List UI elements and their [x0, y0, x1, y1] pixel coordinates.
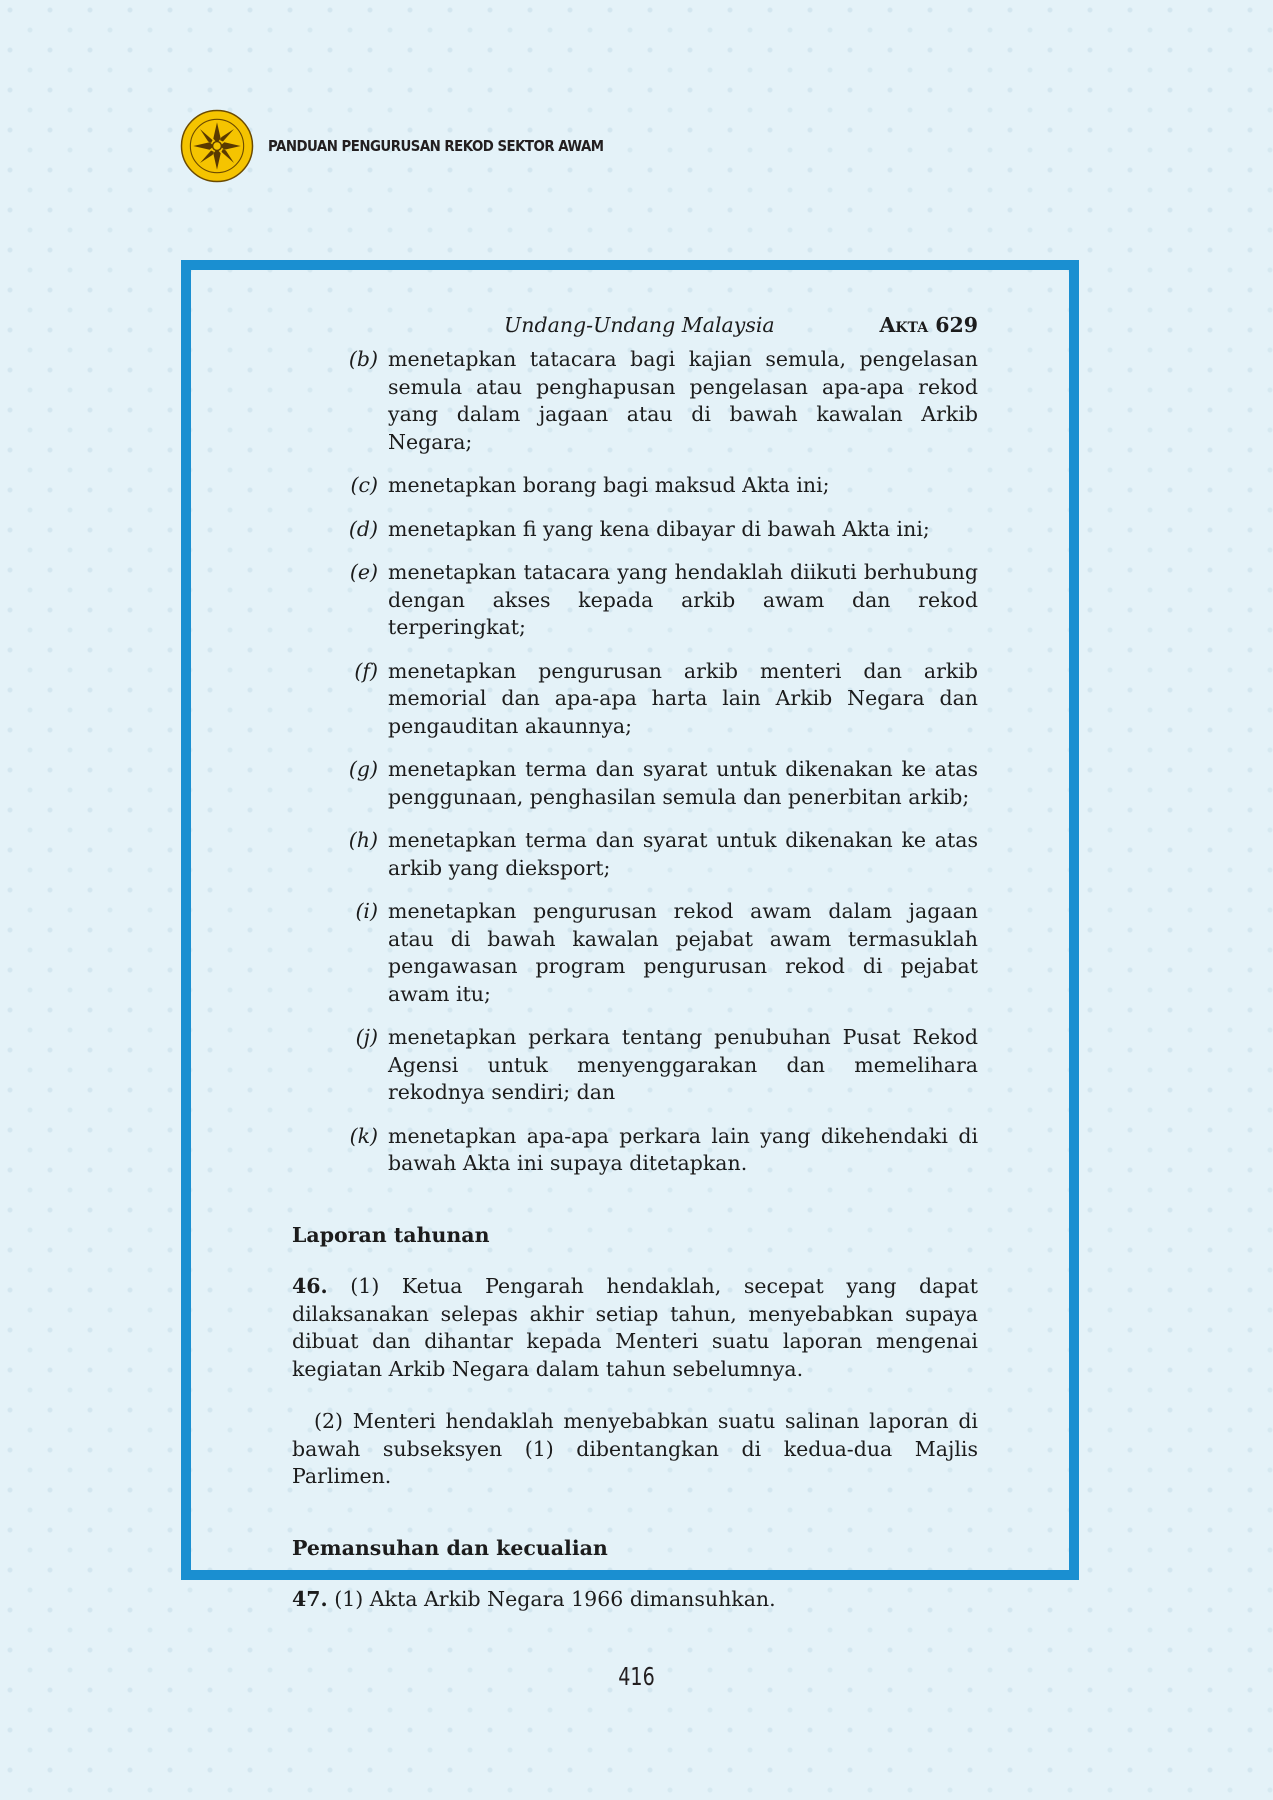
list-item — [292, 346, 978, 456]
list-item — [292, 827, 978, 882]
item-label: (k) — [349, 1123, 378, 1148]
item-label: (c) — [350, 473, 378, 497]
list-item — [292, 898, 978, 1008]
item-label: (j) — [355, 1025, 378, 1049]
section-47-paragraph-1 — [292, 1586, 978, 1614]
header-title: PANDUAN PENGURUSAN REKOD SEKTOR AWAM — [268, 137, 604, 155]
list-item — [292, 658, 978, 741]
item-label: (i) — [355, 899, 378, 923]
item-label: (d) — [348, 516, 378, 541]
section-46-paragraph-2: (2) Menteri hendaklah menyebabkan suatu salinan laporan di bawah subseksyen (1) dibentangkan di kedua-dua Majlis Parlimen. — [292, 1409, 978, 1488]
item-label: (h) — [348, 828, 378, 852]
item-label: (f) — [354, 658, 378, 683]
item-text: menetapkan terma dan syarat untuk dikenakan ke atas penggunaan, penghasilan semula dan penerbitan arkib; — [388, 757, 978, 809]
act-word: Akta — [879, 313, 929, 337]
list-item — [292, 1024, 978, 1107]
item-text: menetapkan pengurusan arkib menteri dan arkib memorial dan apa-apa harta lain Arkib Negara dan pengauditan akaunnya; — [388, 658, 978, 738]
section-47-number: 47. — [292, 1587, 328, 1611]
section-47-heading: Pemansuhan dan kecualian — [292, 1535, 608, 1560]
item-label: (e) — [349, 560, 378, 584]
arkib-negara-emblem-icon — [180, 109, 254, 183]
item-text: menetapkan pengurusan rekod awam dalam jagaan atau di bawah kawalan pejabat awam termasuklah pengawasan program pengurusan rekod di pejabat awam itu; — [388, 899, 978, 1006]
act-number: 629 — [935, 313, 978, 337]
item-list — [292, 346, 978, 1178]
item-label: (g) — [348, 757, 378, 781]
running-head-act — [879, 312, 978, 340]
list-item — [292, 1123, 978, 1178]
section-46-text-1: (1) Ketua Pengarah hendaklah, secepat yang dapat dilaksanakan selepas akhir setiap tahun, menyebabkan supaya dibuat dan dihantar kepada Menteri suatu laporan mengenai kegiatan Arkib Negara dalam tahun sebelumnya. — [292, 1274, 978, 1381]
section-46-heading: Laporan tahunan — [292, 1222, 490, 1247]
running-head-title: Undang-Undang Malaysia — [504, 313, 775, 337]
item-label: (b) — [348, 347, 378, 371]
section-46-number: 46. — [292, 1274, 328, 1298]
item-text: menetapkan perkara tentang penubuhan Pusat Rekod Agensi untuk menyenggarakan dan memelihara rekodnya sendiri; dan — [388, 1025, 978, 1104]
item-text: menetapkan tatacara bagi kajian semula, pengelasan semula atau penghapusan pengelasan apa-apa rekod yang dalam jagaan atau di bawah kawalan Arkib Negara; — [388, 347, 978, 454]
list-item — [292, 756, 978, 811]
running-head — [292, 312, 978, 346]
list-item — [292, 516, 978, 544]
item-text: menetapkan terma dan syarat untuk dikenakan ke atas arkib yang dieksport; — [388, 828, 978, 880]
document-body — [292, 312, 978, 1639]
section-46-paragraph-1 — [292, 1273, 978, 1383]
list-item — [292, 559, 978, 642]
list-item — [292, 472, 978, 500]
item-text: menetapkan borang bagi maksud Akta ini; — [388, 473, 830, 497]
item-text: menetapkan apa-apa perkara lain yang dikehendaki di bawah Akta ini supaya ditetapkan. — [388, 1123, 978, 1175]
item-text: menetapkan fi yang kena dibayar di bawah Akta ini; — [388, 516, 930, 541]
section-47-text-1: (1) Akta Arkib Negara 1966 dimansuhkan. — [334, 1587, 776, 1611]
page-number: 416 — [618, 1662, 655, 1691]
item-text: menetapkan tatacara yang hendaklah diikuti berhubung dengan akses kepada arkib awam dan rekod terperingkat; — [388, 560, 978, 639]
page-header — [180, 110, 658, 182]
